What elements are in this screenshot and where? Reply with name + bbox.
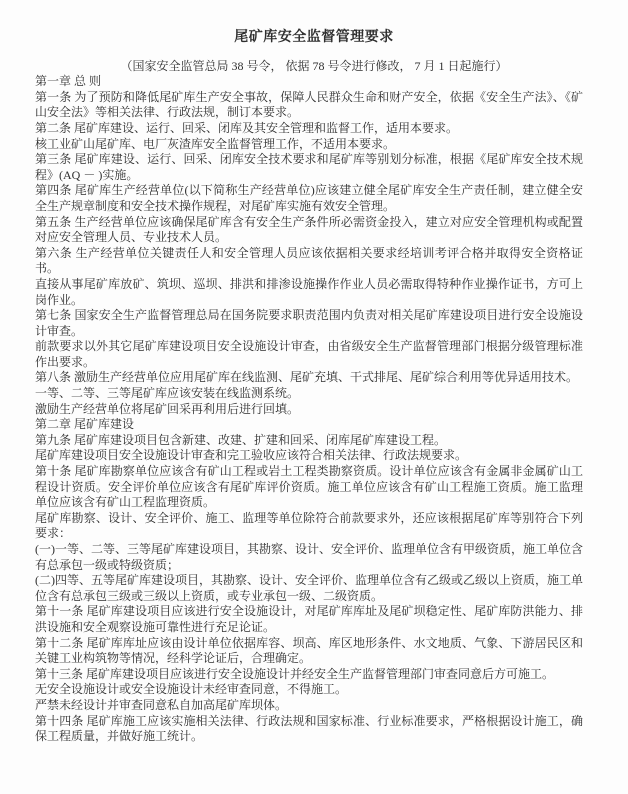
paragraph: 第十三条 尾矿库建设项目应该进行安全设施设计并经安全生产监督管理部门审查同意后方可施工。 <box>35 666 555 681</box>
paragraph: 第三条 尾矿库建设、运行、回采、闭库安全技术要求和尾矿库等别划分标准，根据《尾矿库安全技术规程》(AQ － )实施。 <box>35 152 583 182</box>
paragraph: 第十一条 尾矿库建设项目应该进行安全设施设计，对尾矿库库址及尾矿坝稳定性、尾矿库防洪能力、排洪设施和安全观察设施可靠性进行充足论证。 <box>35 604 583 634</box>
document-subtitle: （国家安全监管总局 38 号令， 依据 78 号令进行修改， 7 月 1 日起施行） <box>120 58 508 73</box>
paragraph: 严禁未经设计并审查同意私自加高尾矿库坝体。 <box>35 697 288 712</box>
paragraph: 第十二条 尾矿库库址应该由设计单位依据库容、坝高、库区地形条件、水文地质、气象、下游居民区和关键工业构筑物等情况，经科学论证后，合理确定。 <box>35 635 583 666</box>
paragraph: 直接从事尾矿库放矿、筑坝、巡坝、排洪和排渗设施操作作业人员必需取得特种作业操作证书，方可上岗作业。 <box>35 276 583 307</box>
paragraph: 无安全设施设计或安全设施设计未经审查同意，不得施工。 <box>35 682 348 697</box>
paragraph: 第五条 生产经营单位应该确保尾矿库含有安全生产条件所必需资金投入，建立对应安全管理机构或配置对应安全管理人员、专业技术人员。 <box>35 214 583 245</box>
document-body <box>0 74 628 745</box>
document-title: 尾矿库安全监督管理要求 <box>234 30 394 45</box>
chapter-heading: 第一章 总 则 <box>35 74 102 89</box>
paragraph: 第十四条 尾矿库施工应该实施相关法律、行政法规和国家标准、行业标准要求，严格根据设计施工，确保工程质量，并做好施工统计。 <box>35 713 583 744</box>
paragraph: 第七条 国家安全生产监督管理总局在国务院要求职责范围内负责对相关尾矿库建设项目进行安全设施设计审查。 <box>35 308 583 338</box>
paragraph: 一等、二等、三等尾矿库应该安装在线监测系统。 <box>35 386 300 401</box>
paragraph: 第一条 为了预防和降低尾矿库生产安全事故，保障人民群众生命和财产安全，依据《安全生产法》、《矿山安全法》等相关法律、行政法规，制订本要求。 <box>35 89 583 120</box>
paragraph: 第二条 尾矿库建设、运行、回采、闭库及其安全管理和监督工作，适用本要求。 <box>35 120 459 135</box>
paragraph: 核工业矿山尾矿库、电厂灰渣库安全监督管理工作，不适用本要求。 <box>35 136 396 151</box>
paragraph: 尾矿库勘察、设计、安全评价、施工、监理等单位除符合前款要求外，还应该根据尾矿库等别符合下列要求： <box>35 510 583 541</box>
paragraph: 第八条 激励生产经营单位应用尾矿库在线监测、尾矿充填、干式排尾、尾矿综合利用等优异适用技术。 <box>35 370 579 385</box>
paragraph: 第九条 尾矿库建设项目包含新建、改建、扩建和回采、闭库尾矿库建设工程。 <box>35 432 447 447</box>
paragraph: 前款要求以外其它尾矿库建设项目安全设施设计审查，由省级安全生产监督管理部门根据分级管理标准作出要求。 <box>35 339 583 369</box>
chapter-heading: 第二章 尾矿库建设 <box>35 417 135 432</box>
paragraph: 尾矿库建设项目安全设施设计审查和完工验收应该符合相关法律、行政法规要求。 <box>35 448 468 463</box>
paragraph: 激励生产经营单位将尾矿回采再利用后进行回填。 <box>35 401 300 416</box>
paragraph: (一)一等、二等、三等尾矿库建设项目，其勘察、设计、安全评价、监理单位含有甲级资质，施工单位含有总承包一级或特级资质； <box>35 542 583 572</box>
paragraph: 第六条 生产经营单位关键责任人和安全管理人员应该依据相关要求经培训考评合格并取得安全资格证书。 <box>35 245 583 276</box>
paragraph: 第四条 尾矿库生产经营单位(以下简称生产经营单位)应该建立健全尾矿库安全生产责任制，建立健全安全生产规章制度和安全技术操作规程，对尾矿库实施有效安全管理。 <box>35 183 583 213</box>
paragraph: 第十条 尾矿库勘察单位应该含有矿山工程或岩土工程类勘察资质。设计单位应该含有金属非金属矿山工程设计资质。安全评价单位应该含有尾矿库评价资质。施工单位应该含有矿山工程施工资质。施工监理单位应该含有矿山工程监理资质。 <box>35 464 583 510</box>
paragraph: (二)四等、五等尾矿库建设项目，其勘察、设计、安全评价、监理单位含有乙级或乙级以上资质，施工单位含有总承包三级或三级以上资质，或专业承包一级、二级资质。 <box>35 573 583 603</box>
